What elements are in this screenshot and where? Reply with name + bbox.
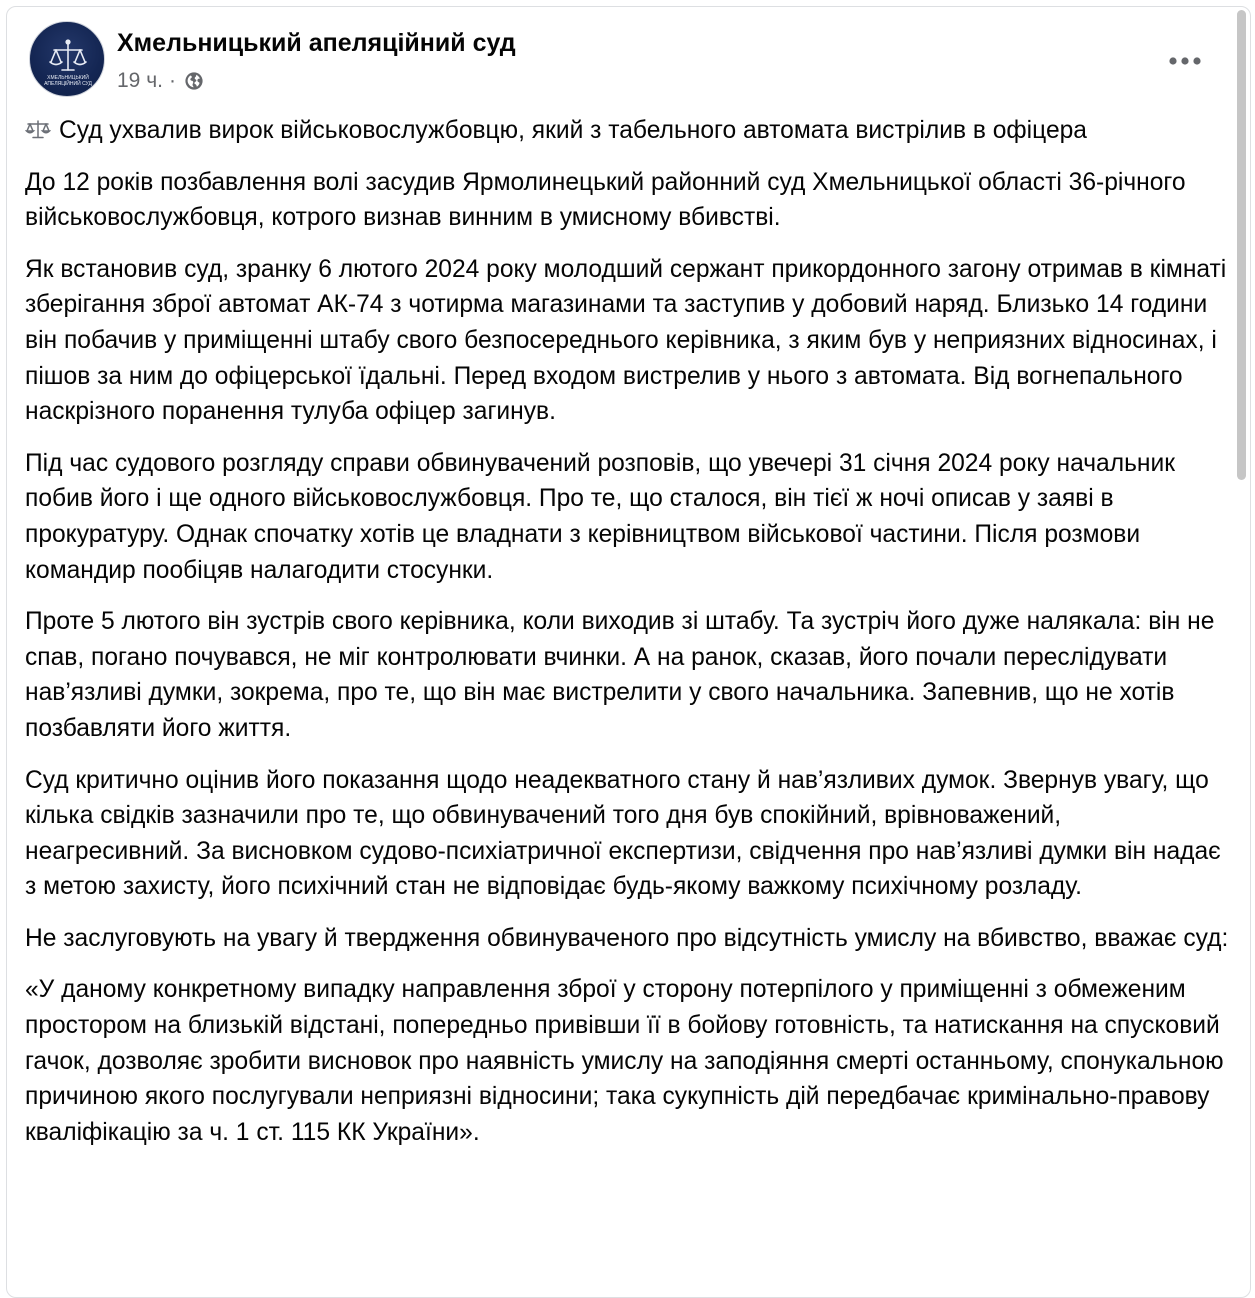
globe-icon[interactable]	[184, 71, 204, 91]
post-paragraph-7: «У даному конкретному випадку направлення зброї у сторону потерпілого у приміщенні з обмеженим простором на близькій відстані, попередньо привівши її в бойову готовність, та натискання на спусковий гачок, дозволяє зробити висновок про наявність умислу на заподіяння смерті останньому, спонукальною причиною якого послугували неприязні відносини; така сукупність дій передбачає кримінально-правову кваліфікацію за ч. 1 ст. 115 КК України».	[25, 976, 1224, 1146]
post-headline	[25, 113, 1230, 149]
post-paragraph-1: До 12 років позбавлення волі засудив Ярмолинецький районний суд Хмельницької області 36-річного військовослужбовця, котрого визнав винним в умисному вбивстві.	[25, 168, 1186, 232]
post-paragraph-4: Проте 5 лютого він зустрів свого керівника, коли виходив зі штабу. Та зустріч його дуже налякала: він не спав, погано почувався, не міг контролювати вчинки. А на ранок, сказав, його почали переслідувати нав’язливі думки, зокрема, про те, що він має вистрелити у свого начальника. Запевнив, що не хотів позбавляти його життя.	[25, 608, 1215, 742]
post-body	[25, 113, 1230, 1166]
post-card	[6, 6, 1251, 1298]
post-paragraph-3: Під час судового розгляду справи обвинувачений розповів, що увечері 31 січня 2024 року начальник побив його і ще одного військовослужбовця. Про те, що сталося, він тієї ж ночі описав у заяві в прокуратуру. Однак спочатку хотів це владнати з керівництвом військової частини. Після розмови командир пообіцяв налагодити стосунки.	[25, 449, 1175, 584]
post-paragraph-6: Не заслуговують на увагу й твердження обвинуваченого про відсутність умислу на вбивство, вважає суд:	[25, 924, 1229, 952]
post-meta	[117, 69, 204, 93]
scales-icon	[25, 115, 51, 137]
meta-separator: ·	[168, 69, 176, 92]
post-timestamp-link[interactable]: 19 ч.	[117, 69, 163, 92]
more-horizontal-icon	[1168, 56, 1202, 66]
scrollbar-thumb[interactable]	[1237, 10, 1246, 480]
post-paragraph-5: Суд критично оцінив його показання щодо неадекватного стану й нав’язливих думок. Звернув увагу, що кілька свідків зазначили про те, що обвинувачений того дня був спокійний, врівноважений, неагресивний. За висновком судово-психіатричної експертизи, свідчення про нав’язливі думки він надає з метою захисту, його психічний стан не відповідає будь-якому важкому психічному розладу.	[25, 766, 1221, 901]
avatar-caption-line2: АПЕЛЯЦІЙНИЙ СУД	[44, 81, 92, 87]
post-header	[29, 21, 1229, 101]
avatar-caption-line1: ХМЕЛЬНИЦЬКИЙ	[47, 75, 89, 81]
page-name-link[interactable]: Хмельницький апеляційний суд	[117, 29, 516, 57]
scales-of-justice-icon	[30, 22, 106, 98]
more-options-button[interactable]	[1163, 39, 1207, 83]
post-title-text: Суд ухвалив вирок військовослужбовцю, який з табельного автомата вистрілив в офіцера	[59, 117, 1087, 144]
post-paragraph-2: Як встановив суд, зранку 6 лютого 2024 року молодший сержант прикордонного загону отримав в кімнаті зберігання зброї автомат АК-74 з чотирма магазинами та заступив у добовий наряд. Близько 14 години він побачив у приміщенні штабу свого безпосереднього керівника, з яким був у неприязних відносинах, і пішов за ним до офіцерської їдальні. Перед входом вистрелив у нього з автомата. Від вогнепального наскрізного поранення тулуба офіцер загинув.	[25, 255, 1227, 426]
avatar[interactable]	[29, 21, 105, 97]
